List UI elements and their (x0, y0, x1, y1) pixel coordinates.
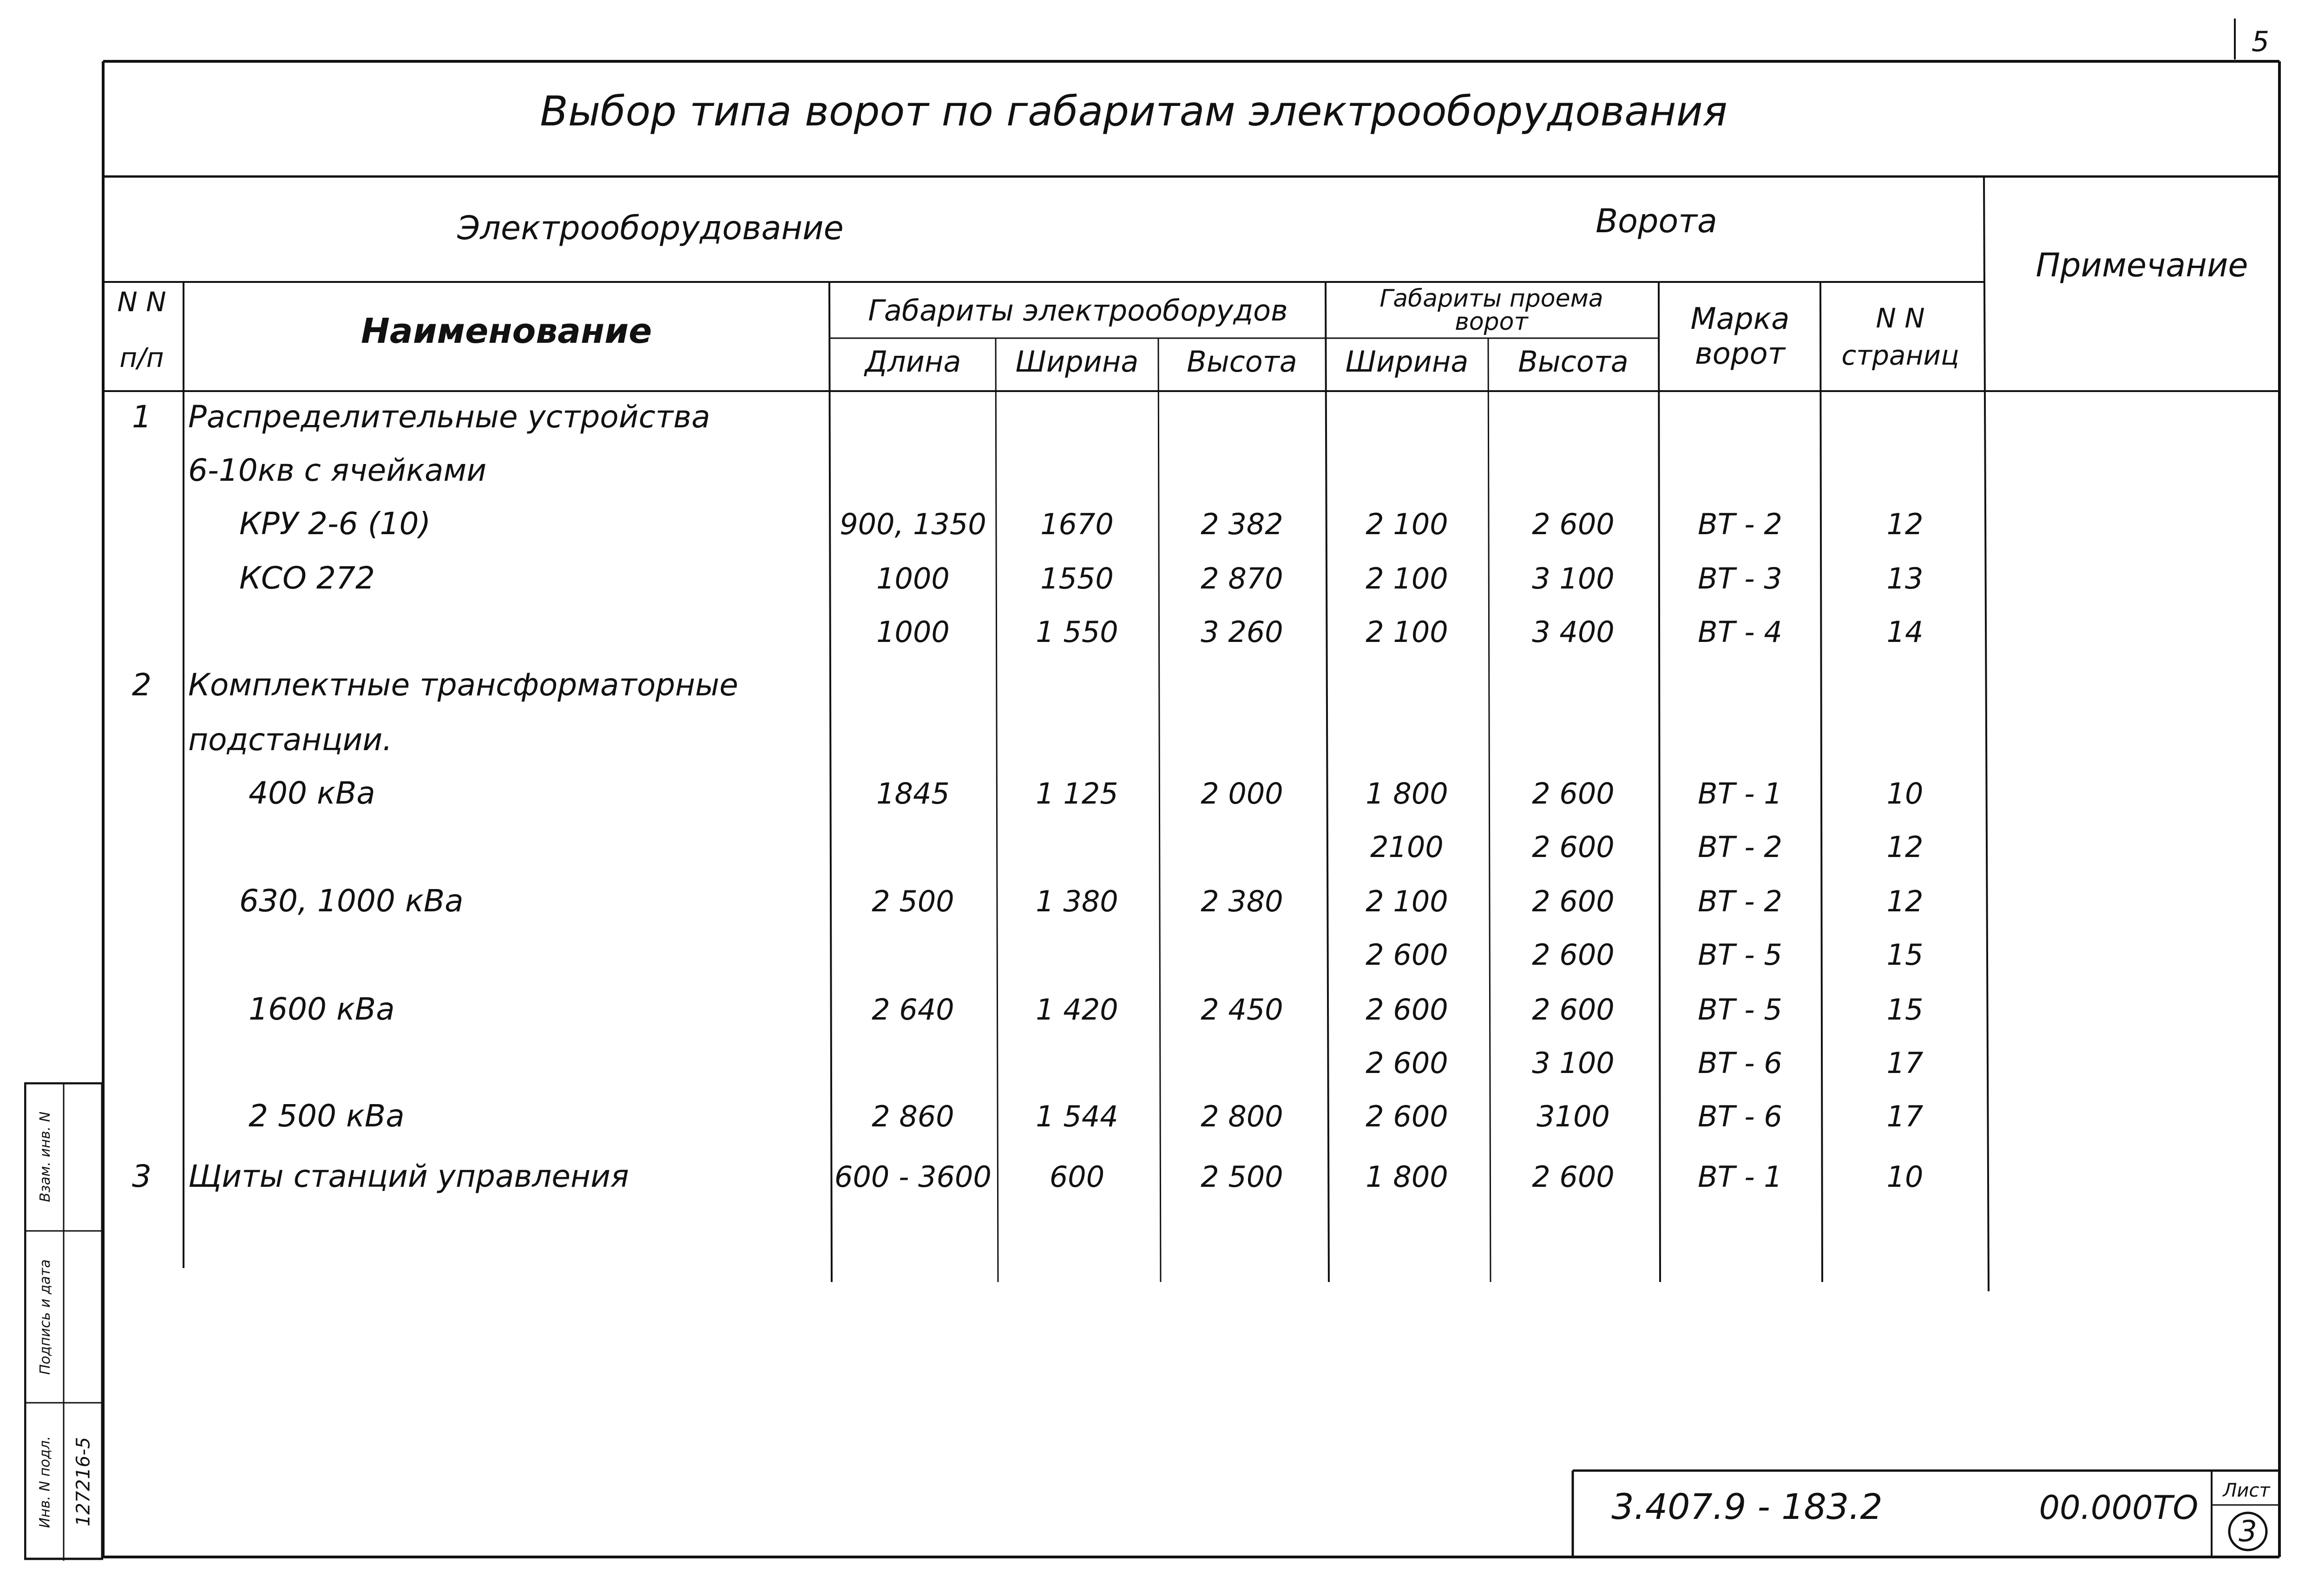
cell-gate-height: 2 600 (1532, 938, 1615, 972)
cell-height: 2 870 (1201, 562, 1283, 595)
cell-page: 12 (1886, 830, 1924, 864)
cell-name: КРУ 2-6 (10) (239, 506, 431, 542)
side-label-signature: Подпись и дата (37, 1259, 53, 1375)
table-row (188, 722, 392, 758)
cell-gate-height: 3100 (1537, 1099, 1610, 1133)
cell-brand: ВТ - 2 (1698, 830, 1782, 864)
header-equipment: Электрооборудование (457, 209, 844, 247)
cell-gate-height: 2 600 (1532, 993, 1615, 1027)
cell-width: 1 550 (1036, 615, 1118, 649)
document-number: 3.407.9 - 183.2 (1611, 1486, 1883, 1527)
cell-gate-height: 3 100 (1532, 1046, 1615, 1080)
cell-brand: ВТ - 1 (1698, 1160, 1782, 1194)
header-width: Ширина (1015, 345, 1139, 379)
cell-num: 3 (132, 1158, 151, 1194)
cell-gate-width: 1 800 (1366, 1160, 1448, 1194)
table-row (132, 667, 738, 703)
sheet-number: 3 (2239, 1514, 2257, 1548)
table-row (132, 1158, 1923, 1194)
header-num-2: п/п (119, 342, 164, 373)
cell-name: Комплектные трансформаторные (188, 667, 738, 703)
cell-length: 1845 (876, 777, 950, 811)
cell-length: 1000 (876, 562, 950, 595)
header-num-1: N N (117, 286, 166, 318)
cell-gate-height: 3 400 (1532, 615, 1615, 649)
cell-width: 1 544 (1036, 1099, 1118, 1133)
cell-page: 10 (1886, 1160, 1924, 1194)
table-header (117, 202, 2248, 379)
table-row (1366, 1046, 1923, 1080)
sheet-label: Лист (2223, 1480, 2270, 1501)
title-block (1611, 1480, 2271, 1550)
cell-num: 1 (132, 399, 151, 435)
cell-length: 1000 (876, 615, 950, 649)
cell-page: 14 (1886, 615, 1924, 649)
cell-gate-width: 2 100 (1366, 507, 1448, 541)
header-height: Высота (1187, 345, 1297, 379)
cell-brand: ВТ - 4 (1698, 615, 1782, 649)
cell-brand: ВТ - 2 (1698, 507, 1782, 541)
table-body (132, 399, 1923, 1194)
header-note: Примечание (2036, 246, 2248, 284)
cell-page: 10 (1886, 777, 1924, 811)
cell-name: Распределительные устройства (188, 399, 710, 435)
header-gates: Ворота (1596, 202, 1717, 240)
cell-gate-height: 2 600 (1532, 830, 1615, 864)
cell-width: 1 420 (1036, 993, 1118, 1027)
table-row (249, 1098, 1923, 1134)
cell-page: 15 (1886, 938, 1924, 972)
cell-name: КСО 272 (239, 560, 375, 596)
cell-brand: ВТ - 6 (1698, 1099, 1782, 1133)
table-row (249, 991, 1923, 1027)
cell-gate-width: 2 600 (1366, 1099, 1448, 1133)
cell-page: 12 (1886, 507, 1924, 541)
cell-gate-width: 2 600 (1366, 993, 1448, 1027)
cell-brand: ВТ - 3 (1698, 562, 1782, 595)
header-brand-2: ворот (1695, 337, 1785, 371)
frame-lines (103, 19, 2279, 1557)
cell-width: 600 (1049, 1160, 1105, 1194)
cell-width: 1550 (1040, 562, 1114, 595)
header-name: Наименование (361, 311, 652, 351)
cell-width: 1 125 (1036, 777, 1118, 811)
table-row (188, 452, 486, 488)
cell-height: 2 380 (1201, 884, 1283, 918)
cell-gate-height: 2 600 (1532, 884, 1615, 918)
cell-gate-height: 2 600 (1532, 1160, 1615, 1194)
cell-gate-width: 2 100 (1366, 562, 1448, 595)
header-opening-1: Габариты проема (1379, 285, 1603, 313)
header-opening-2: ворот (1455, 308, 1528, 336)
cell-name: 2 500 кВа (249, 1098, 405, 1134)
table-row (239, 560, 1923, 596)
cell-page: 12 (1886, 884, 1924, 918)
cell-gate-width: 2100 (1370, 830, 1444, 864)
cell-brand: ВТ - 6 (1698, 1046, 1782, 1080)
header-gate-width: Ширина (1345, 345, 1469, 379)
cell-height: 2 500 (1201, 1160, 1283, 1194)
cell-gate-width: 2 600 (1366, 1046, 1448, 1080)
cell-brand: ВТ - 5 (1698, 938, 1782, 972)
header-length: Длина (865, 345, 961, 379)
side-inventory-value: 127216-5 (72, 1437, 94, 1527)
cell-gate-height: 2 600 (1532, 507, 1615, 541)
table-row (1366, 938, 1923, 972)
cell-name: 1600 кВа (249, 991, 395, 1027)
cell-height: 2 382 (1201, 507, 1283, 541)
table-row (239, 883, 1923, 919)
cell-gate-width: 2 100 (1366, 615, 1448, 649)
cell-page: 17 (1886, 1099, 1924, 1133)
cell-page: 13 (1886, 562, 1924, 595)
table-row (876, 615, 1923, 649)
header-pages-1: N N (1876, 302, 1925, 334)
cell-height: 3 260 (1201, 615, 1283, 649)
page-corner-mark: 5 (2251, 26, 2270, 58)
cell-num: 2 (132, 667, 151, 703)
header-dimensions: Габариты электрооборудов (868, 294, 1288, 327)
cell-height: 2 800 (1201, 1099, 1283, 1133)
cell-gate-height: 2 600 (1532, 777, 1615, 811)
cell-name: 6-10кв с ячейками (188, 452, 486, 488)
side-label-inventory: Инв. N подл. (37, 1435, 53, 1528)
side-stamp (24, 1082, 103, 1561)
cell-name: Щиты станций управления (188, 1158, 629, 1194)
cell-name: подстанции. (188, 722, 393, 758)
cell-brand: ВТ - 1 (1698, 777, 1782, 811)
cell-length: 900, 1350 (840, 507, 986, 541)
header-brand-1: Марка (1690, 302, 1790, 336)
cell-width: 1670 (1040, 507, 1114, 541)
cell-gate-height: 3 100 (1532, 562, 1615, 595)
cell-name: 630, 1000 кВа (239, 883, 464, 919)
cell-height: 2 450 (1201, 993, 1283, 1027)
cell-length: 2 860 (872, 1099, 954, 1133)
cell-page: 15 (1886, 993, 1924, 1027)
cell-page: 17 (1886, 1046, 1924, 1080)
cell-name: 400 кВа (249, 775, 375, 811)
cell-height: 2 000 (1201, 777, 1283, 811)
table-row (249, 775, 1923, 811)
table-row (239, 506, 1923, 542)
header-pages-2: страниц (1841, 340, 1959, 371)
cell-length: 2 640 (872, 993, 954, 1027)
page-title: Выбор типа ворот по габаритам электрооборудования (540, 87, 1727, 135)
cell-gate-width: 1 800 (1366, 777, 1448, 811)
table-row (1370, 830, 1923, 864)
header-gate-height: Высота (1518, 345, 1629, 379)
table-row (132, 399, 710, 435)
cell-gate-width: 2 600 (1366, 938, 1448, 972)
cell-brand: ВТ - 5 (1698, 993, 1782, 1027)
cell-length: 2 500 (872, 884, 954, 918)
document-code: 00.000ТО (2039, 1489, 2199, 1527)
cell-gate-width: 2 100 (1366, 884, 1448, 918)
side-label-substitute: Взам. инв. N (37, 1111, 53, 1202)
cell-length: 600 - 3600 (834, 1160, 992, 1194)
cell-brand: ВТ - 2 (1698, 884, 1782, 918)
cell-width: 1 380 (1036, 884, 1118, 918)
